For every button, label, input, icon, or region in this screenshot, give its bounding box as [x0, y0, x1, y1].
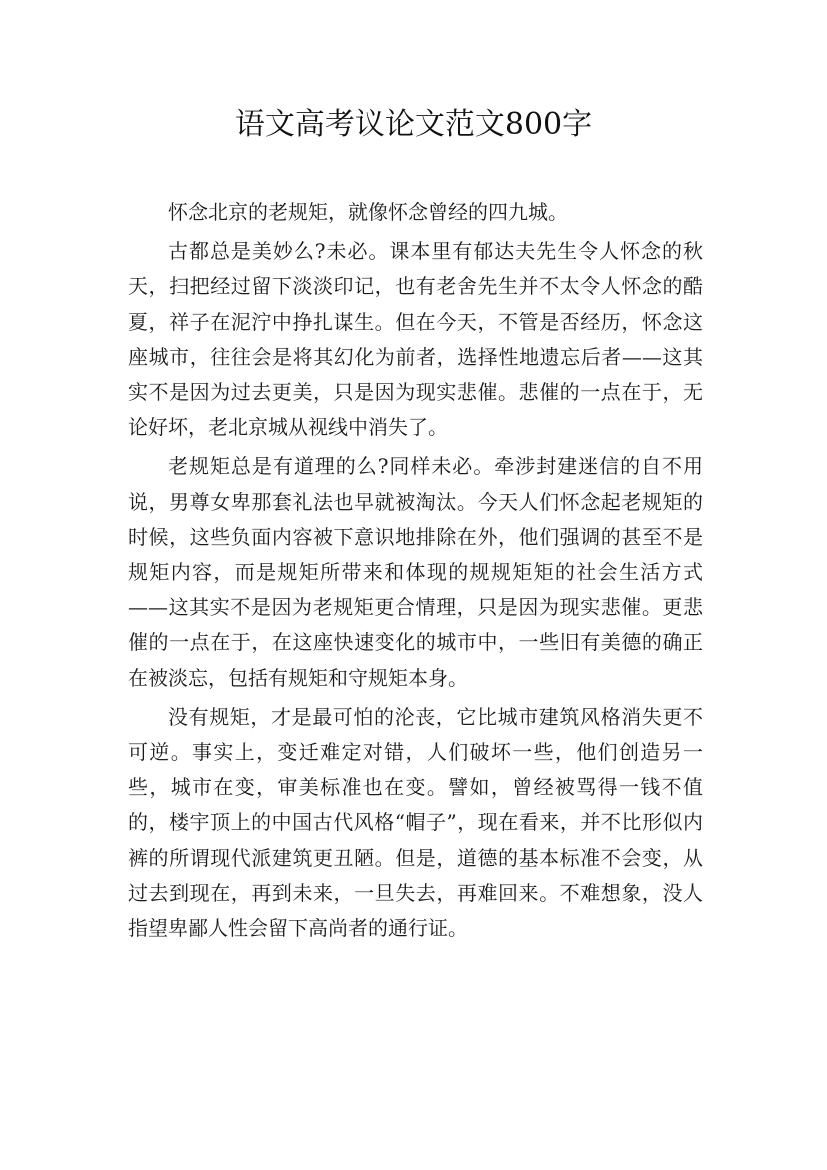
paragraph-1: 怀念北京的老规矩，就像怀念曾经的四九城。 — [168, 200, 568, 224]
paragraph-2: 古都总是美妙么?未必。课本里有郁达夫先生令人怀念的秋天，扫把经过留下淡淡印记，也有老舍先生并不太令人怀念的酷夏，祥子在泥泞中挣扎谋生。但在今天，不管是否经历，怀念这座城市，往往会是将其幻化为前者，选择性地遗忘后者——这其实不是因为过去更美，只是因为现实悲催。悲催的一点在于，无论好坏，老北京城从视线中消失了。 — [128, 239, 703, 440]
document-body — [128, 195, 703, 950]
paragraph-3: 老规矩总是有道理的么?同样未必。牵涉封建迷信的自不用说，男尊女卑那套礼法也早就被淘汰。今天人们怀念起老规矩的时候，这些负面内容被下意识地排除在外，他们强调的甚至不是规矩内容，而是规矩所带来和体现的规规矩矩的社会生活方式——这其实不是因为老规矩更合情理，只是因为现实悲催。更悲催的一点在于，在这座快速变化的城市中，一些旧有美德的确正在被淡忘，包括有规矩和守规矩本身。 — [128, 454, 703, 690]
paragraph-4: 没有规矩，才是最可怕的沦丧，它比城市建筑风格消失更不可逆。事实上，变迁难定对错，人们破坏一些，他们创造另一些，城市在变，审美标准也在变。譬如，曾经被骂得一钱不值的，楼宇顶上的中国古代风格“帽子”，现在看来，并不比形似内裤的所谓现代派建筑更丑陋。但是，道德的基本标准不会变，从过去到现在，再到未来，一旦失去，再难回来。不难想象，没人指望卑鄙人性会留下高尚者的通行证。 — [128, 704, 703, 941]
document-title: 语文高考议论文范文800字 — [234, 107, 593, 142]
